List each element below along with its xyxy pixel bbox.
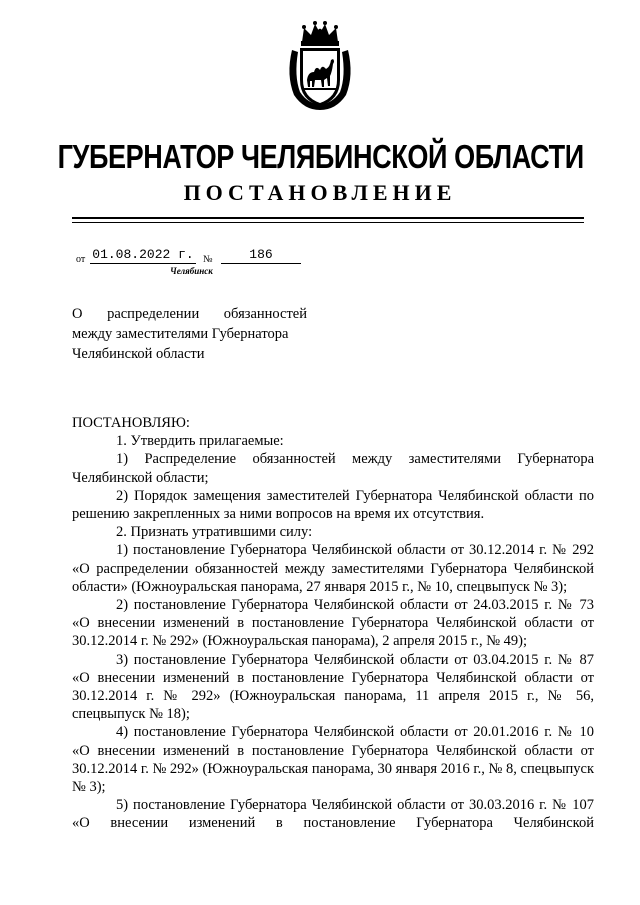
subject-line: О распределении обязанностей xyxy=(72,306,307,322)
paragraph-2-3: 3) постановление Губернатора Челябинской области от 03.04.2015 г. № 87 «О внесении изменений в постановление Губернатора Челябинской области от 30.12.2014 г. № 292» (Южноуральская панорама, 11 апреля 2015 г., № 56, спецвыпуск № 18); xyxy=(72,651,594,723)
document-number: 186 xyxy=(221,247,301,264)
paragraph-1: 1. Утвердить прилагаемые: xyxy=(116,433,284,450)
paragraph-2: 2. Признать утратившими силу: xyxy=(116,524,313,541)
governor-title: ГУБЕРНАТОР ЧЕЛЯБИНСКОЙ ОБЛАСТИ xyxy=(57,138,584,175)
paragraph-1-2: 2) Порядок замещения заместителей Губернатора Челябинской области по решению закрепленных за ними вопросов на время их отсутствия. xyxy=(72,487,594,523)
document-date: 01.08.2022 г. xyxy=(90,247,196,264)
date-prefix: от xyxy=(76,254,86,265)
header-rule-thick xyxy=(72,217,584,219)
document-body xyxy=(72,414,594,833)
paragraph-2-5: 5) постановление Губернатора Челябинской области от 30.03.2016 г. № 107 «О внесении изменений в постановление Губернатора Челябинской xyxy=(72,797,594,832)
subject-line: между заместителями Губернатора xyxy=(72,326,289,342)
subject-line: Челябинской области xyxy=(72,346,205,362)
chelyabinsk-coat-of-arms-icon xyxy=(286,20,354,112)
paragraph-1-1: 1) Распределение обязанностей между заместителями Губернатора Челябинской области; xyxy=(72,451,594,486)
number-prefix: № xyxy=(203,254,213,265)
decree-word: ПОСТАНОВЛЯЮ: xyxy=(72,415,190,431)
paragraph-2-4: 4) постановление Губернатора Челябинской области от 20.01.2016 г. № 10 «О внесении изменений в постановление Губернатора Челябинской области от 30.12.2014 г. № 292» (Южноуральская панорама, 30 января 2016 г., № 8, спецвыпуск № 3); xyxy=(72,724,594,796)
document-subject xyxy=(72,304,307,364)
document-type: ПОСТАНОВЛЕНИЕ xyxy=(183,180,457,205)
paragraph-2-2: 2) постановление Губернатора Челябинской области от 24.03.2015 г. № 73 «О внесении изменений в постановление Губернатора Челябинской области от 30.12.2014 г. № 292» (Южноуральская панорама), 2 апреля 2015 г., № 49); xyxy=(72,597,594,650)
document-date-number-line xyxy=(76,247,336,267)
paragraph-2-1: 1) постановление Губернатора Челябинской области от 30.12.2014 г. № 292 «О распределении обязанностей между заместителями Губернатора Челябинской области» (Южноуральская панорама, 27 января 2015 г., № 10, спецвыпуск № 3); xyxy=(72,542,594,595)
city-label: Челябинск xyxy=(170,266,213,276)
header-rule-thin xyxy=(72,222,584,223)
